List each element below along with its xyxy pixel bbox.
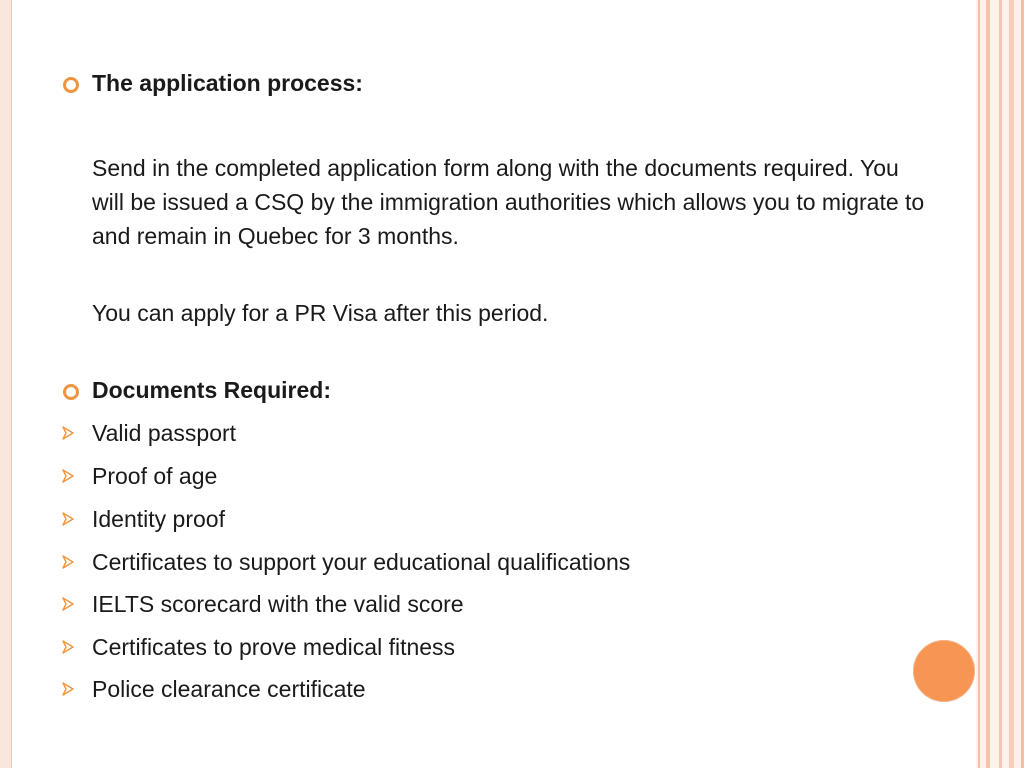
right-stripe <box>978 0 980 768</box>
list-item: Proof of age <box>92 463 218 489</box>
list-item: Identity proof <box>92 506 225 532</box>
right-stripe <box>986 0 990 768</box>
pr-visa-note: You can apply for a PR Visa after this period. <box>92 300 549 326</box>
arrow-bullet-icon <box>62 469 74 483</box>
list-item: Police clearance certificate <box>92 676 366 702</box>
section-heading-documents-required: Documents Required: <box>92 377 331 403</box>
ring-bullet-icon <box>63 77 79 93</box>
ring-bullet-icon <box>63 384 79 400</box>
arrow-bullet-icon <box>62 682 74 696</box>
list-item: Certificates to support your educational qualifications <box>92 549 631 575</box>
arrow-bullet-icon <box>62 512 74 526</box>
arrow-bullet-icon <box>62 426 74 440</box>
list-item: IELTS scorecard with the valid score <box>92 591 464 617</box>
section-heading-application-process: The application process: <box>92 70 363 96</box>
right-stripe <box>999 0 1002 768</box>
right-stripe <box>1009 0 1014 768</box>
application-process-paragraph: Send in the completed application form along with the documents required. You will be issued a CSQ by the immigration authorities which allows you to migrate to and remain in Quebec for 3 months. <box>92 155 925 249</box>
arrow-bullet-icon <box>62 640 74 654</box>
list-item: Valid passport <box>92 420 237 446</box>
arrow-bullet-icon <box>62 597 74 611</box>
arrow-bullet-icon <box>62 555 74 569</box>
list-item: Certificates to prove medical fitness <box>92 634 456 660</box>
